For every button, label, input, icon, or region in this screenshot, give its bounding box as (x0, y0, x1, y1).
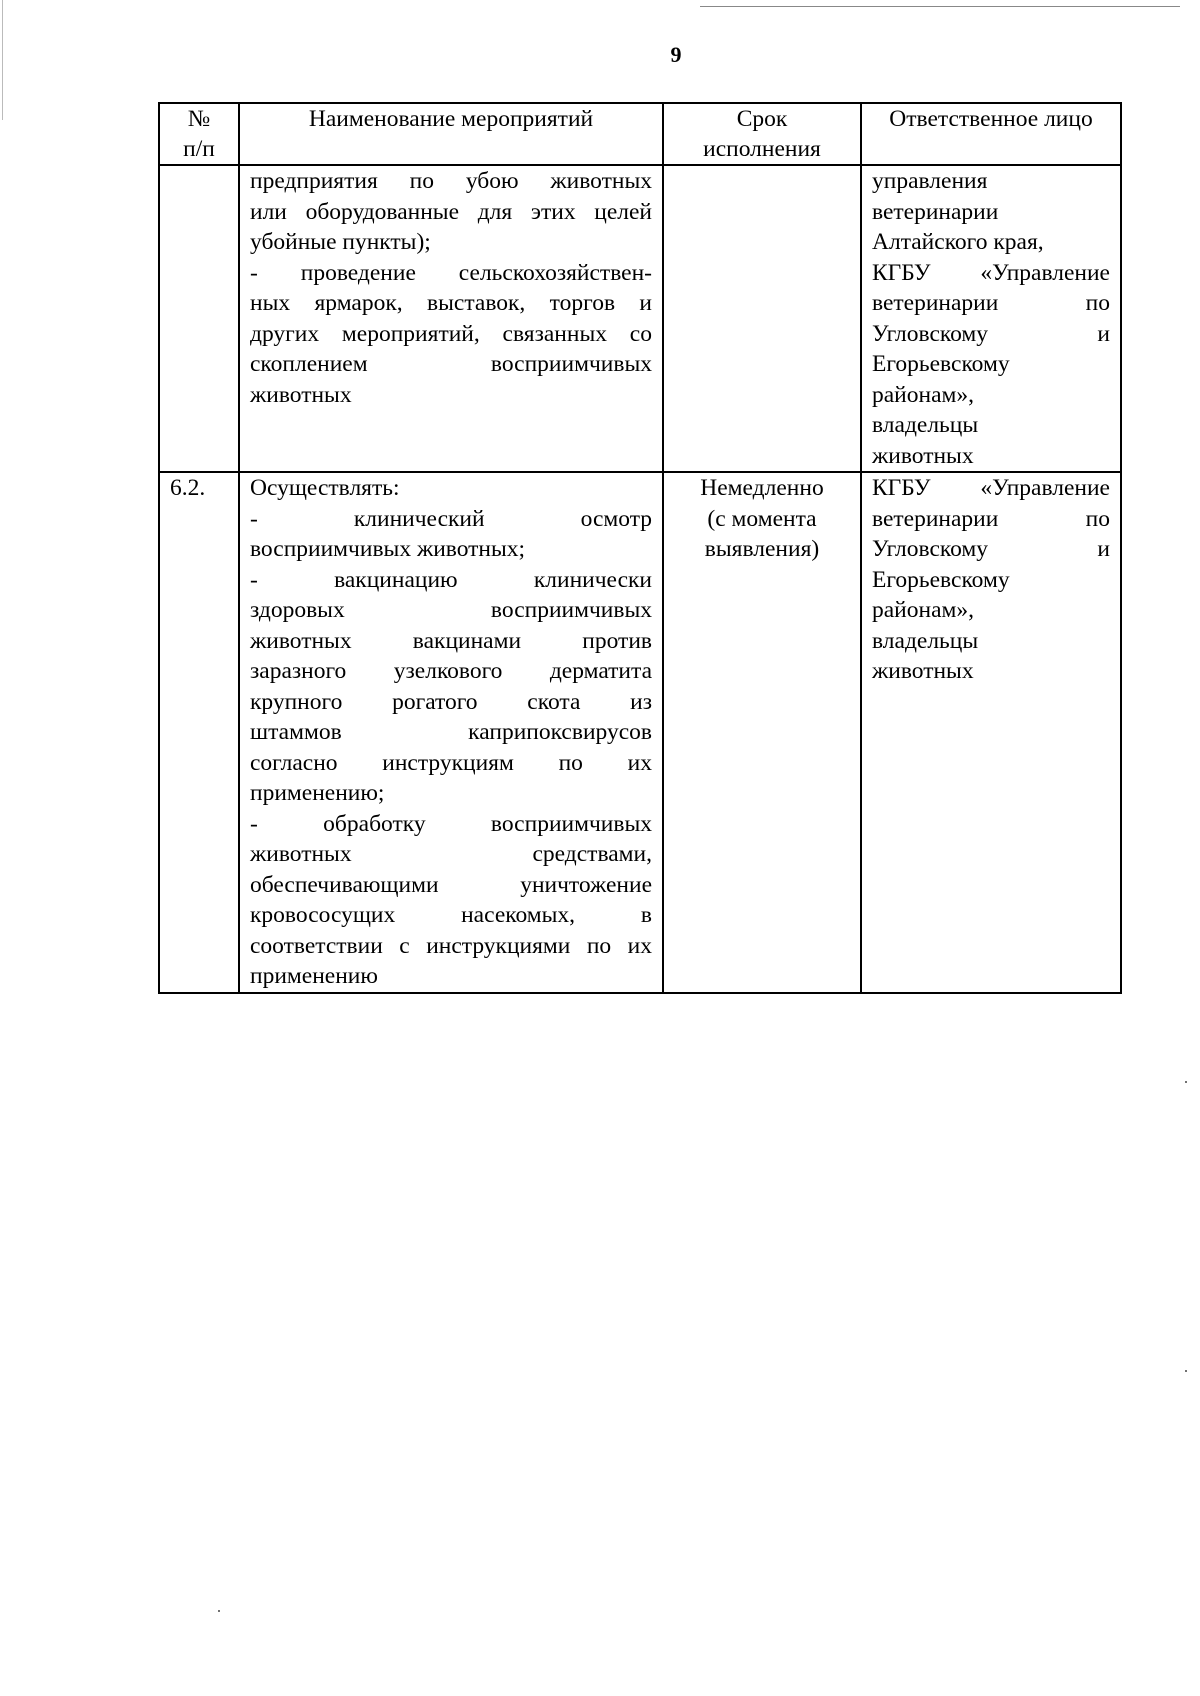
row-term-cell (663, 472, 861, 993)
term-line: Немедленно (700, 475, 824, 501)
name-line: здоровых восприимчивых (250, 597, 652, 623)
name-line: - вакцинацию клинически (250, 566, 652, 593)
name-line: - обработку восприимчивых (250, 810, 652, 837)
responsible-line: владельцы (872, 412, 979, 438)
measures-table (158, 102, 1122, 994)
name-line: убойные пункты); (250, 229, 431, 255)
name-line: животных (250, 381, 352, 408)
table-row (159, 165, 1121, 472)
name-line: или оборудованные для этих целей (250, 198, 652, 225)
row-num-cell (159, 165, 239, 472)
name-line: Осуществлять: (250, 475, 400, 501)
name-line: заразного узелкового дерматита (250, 658, 652, 684)
header-term-line: исполнения (703, 136, 821, 162)
responsible-line: управления (872, 168, 988, 194)
row-responsible-cell (861, 165, 1121, 472)
responsible-line: Алтайского края, (872, 229, 1044, 255)
name-line: штаммов каприпоксвирусов (250, 719, 652, 745)
responsible-line: животных (872, 658, 974, 684)
row-num: 6.2. (170, 475, 206, 501)
responsible-line: Угловскому и (872, 536, 1110, 562)
responsible-line: Егорьевскому (872, 566, 1010, 593)
header-responsible-text: Ответственное лицо (889, 106, 1093, 132)
name-line: применению (250, 963, 378, 989)
name-line: согласно инструкциям по их (250, 749, 652, 776)
scan-artifact-top (700, 6, 1180, 7)
header-responsible (861, 103, 1121, 165)
responsible-line: КГБУ «Управление (872, 259, 1110, 286)
row-term-cell (663, 165, 861, 472)
header-name (239, 103, 663, 165)
header-term (663, 103, 861, 165)
name-line: скоплением восприимчивых (250, 351, 652, 377)
row-name-cell (239, 165, 663, 472)
scan-speck (1185, 1081, 1187, 1083)
responsible-line: районам», (872, 597, 975, 623)
name-line: кровососущих насекомых, в (250, 902, 652, 928)
name-line: - проведение сельскохозяйствен- (250, 259, 652, 286)
row-name-cell (239, 472, 663, 993)
header-name-text: Наименование мероприятий (308, 106, 594, 132)
scan-speck (1185, 1370, 1187, 1372)
name-line: обеспечивающими уничтожение (250, 871, 652, 898)
row-responsible-cell (861, 472, 1121, 993)
name-line: предприятия по убою животных (250, 168, 652, 194)
header-term-line: Срок (736, 106, 788, 132)
row-num-cell (159, 472, 239, 993)
table-row (159, 472, 1121, 993)
responsible-line: Егорьевскому (872, 351, 1010, 377)
name-line: восприимчивых животных; (250, 536, 526, 562)
responsible-line: владельцы (872, 627, 979, 654)
term-line: (с момента (707, 505, 817, 532)
header-num (159, 103, 239, 165)
responsible-line: ветеринарии по (872, 505, 1110, 532)
name-line: ных ярмарок, выставок, торгов и (250, 290, 652, 316)
term-line: выявления) (704, 536, 820, 562)
name-line: - клинический осмотр (250, 505, 652, 532)
header-num-line: п/п (183, 136, 215, 162)
name-line: других мероприятий, связанных со (250, 320, 652, 347)
responsible-line: районам», (872, 381, 975, 408)
table-header-row (159, 103, 1121, 165)
name-line: животных вакцинами против (250, 627, 652, 654)
responsible-line: Угловскому и (872, 320, 1110, 347)
responsible-line: ветеринарии по (872, 290, 1110, 316)
name-line: применению; (250, 780, 385, 806)
name-line: соответствии с инструкциями по их (250, 932, 652, 959)
name-line: крупного рогатого скота из (250, 688, 652, 715)
header-num-line: № (187, 106, 211, 132)
responsible-line: животных (872, 442, 974, 469)
responsible-line: КГБУ «Управление (872, 475, 1110, 501)
page-number: 9 (670, 42, 682, 67)
name-line: животных средствами, (250, 841, 652, 867)
scan-speck (218, 1610, 220, 1612)
responsible-line: ветеринарии (872, 198, 999, 225)
